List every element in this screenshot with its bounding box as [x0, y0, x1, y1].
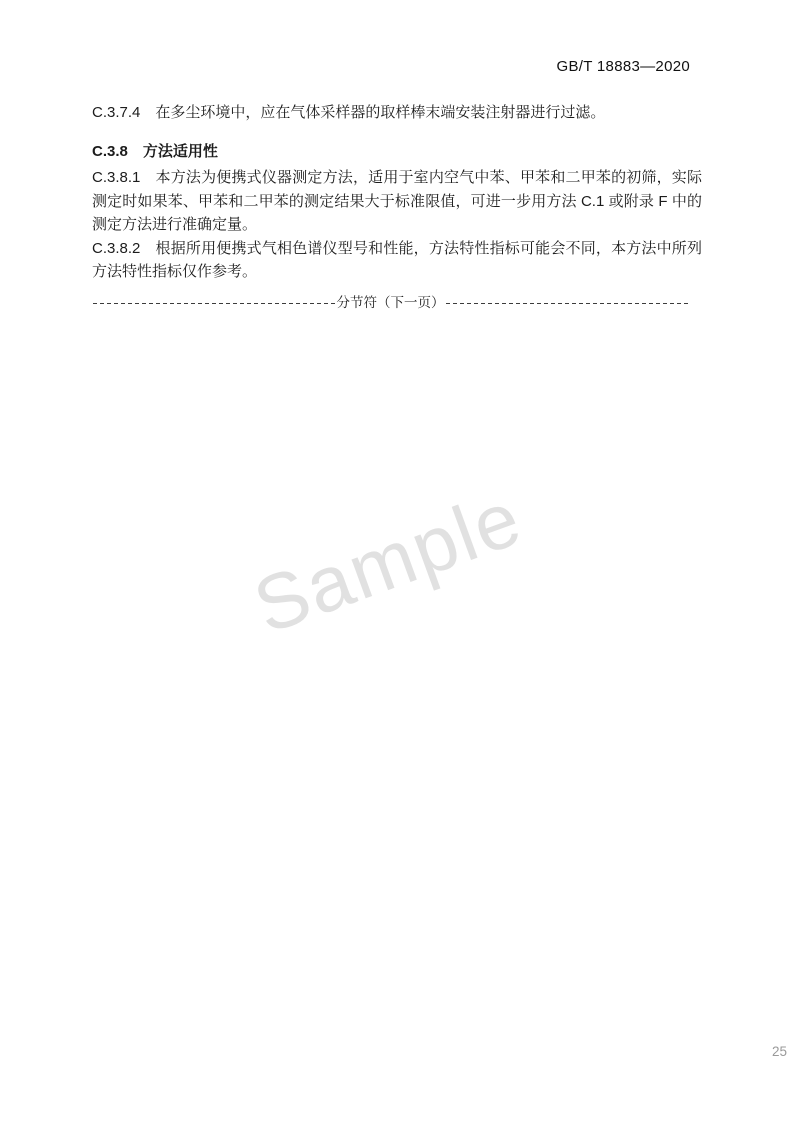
clause-c-3-8-1: [92, 166, 702, 237]
section-break-marker: [93, 293, 688, 313]
section-break-label: 分节符（下一页）: [336, 295, 445, 310]
document-body: [92, 101, 702, 284]
clause-number: C.3.8.1: [92, 169, 141, 186]
section-break-dash-right: [446, 303, 689, 304]
sample-watermark: Sample: [242, 472, 533, 651]
clause-text: 在多尘环境中，应在气体采样器的取样棒末端安装注射器进行过滤。: [155, 104, 606, 121]
clause-text: 本方法为便携式仪器测定方法，适用于室内空气中苯、甲苯和二甲苯的初筛，实际测定时如果苯、甲苯和二甲苯的测定结果大于标准限值，可进一步用方法 C.1 或附录 F 中的测定方法进行准确定量。: [92, 169, 702, 233]
section-break-dash-left: [93, 303, 336, 304]
clause-c-3-8-2: [92, 237, 702, 284]
standard-number-header: GB/T 18883—2020: [556, 58, 690, 75]
clause-number: C.3.8.2: [92, 239, 141, 257]
heading-number: C.3.8: [92, 142, 128, 160]
heading-title: 方法适用性: [142, 142, 218, 160]
clause-number: C.3.7.4: [92, 104, 141, 121]
page-number: 25: [771, 1044, 787, 1059]
heading-c-3-8: [92, 140, 702, 164]
clause-c-3-7-4: [92, 101, 702, 125]
clause-text: 根据所用便携式气相色谱仪型号和性能，方法特性指标可能会不同，本方法中所列方法特性指标仅作参考。: [92, 239, 702, 280]
